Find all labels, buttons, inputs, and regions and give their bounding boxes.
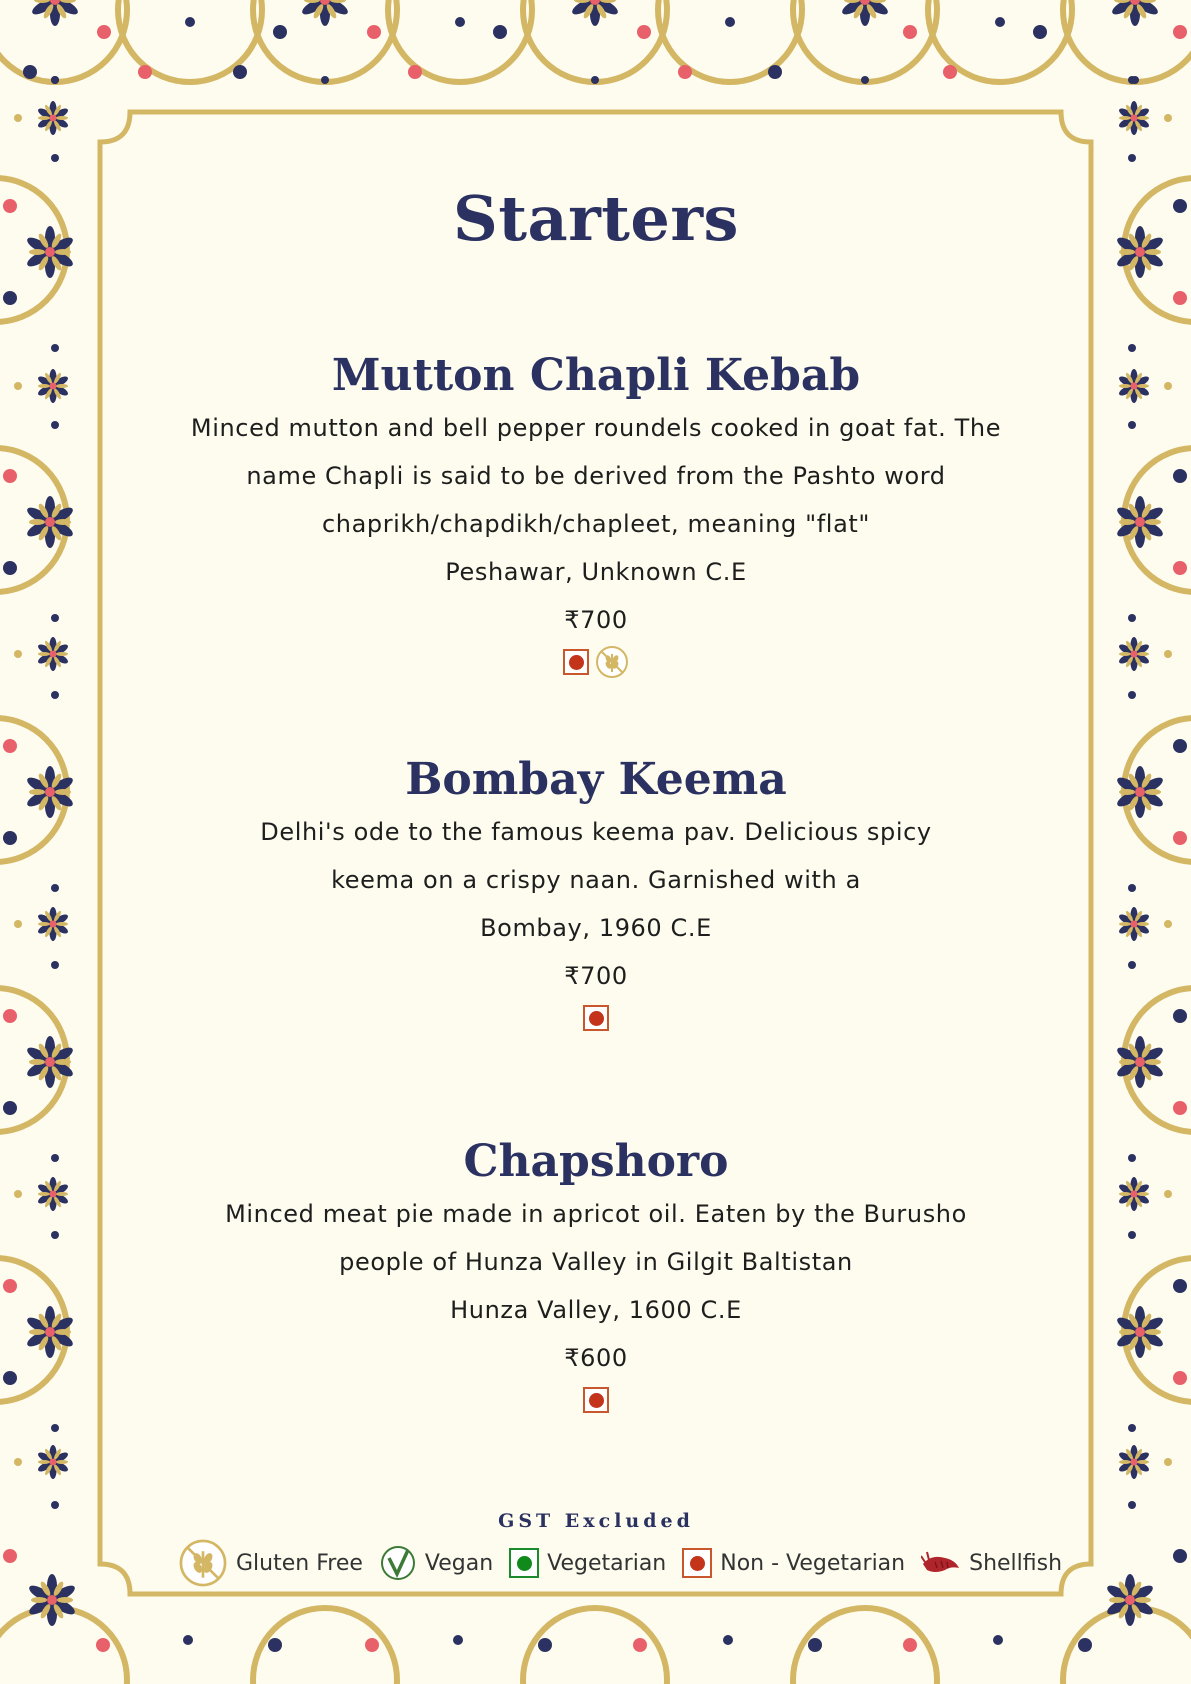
non-vegetarian-icon	[682, 1548, 712, 1578]
menu-page	[100, 112, 1092, 1594]
menu-item-mutton-chapli-kebab	[100, 348, 1092, 680]
legend-gluten-free	[178, 1538, 363, 1588]
item-description: Minced mutton and bell pepper roundels cooked in goat fat. The name Chapli is said to be derived from the Pashto word chaprikh/chapdikh/chapleet, meaning "flat"	[190, 414, 1002, 538]
non-vegetarian-icon	[563, 649, 589, 675]
dietary-legend	[178, 1538, 1063, 1588]
item-price: ₹600	[564, 1344, 628, 1372]
item-origin: Bombay, 1960 C.E	[480, 914, 712, 942]
legend-shellfish	[921, 1550, 1062, 1576]
item-name: Bombay Keema	[405, 754, 787, 805]
item-price: ₹700	[564, 962, 628, 990]
menu-item-bombay-keema	[100, 752, 1092, 1036]
gluten-free-icon	[178, 1538, 228, 1588]
item-description: Delhi's ode to the famous keema pav. Delicious spicy keema on a crispy naan. Garnished with a	[260, 818, 932, 894]
item-badges	[100, 1382, 1092, 1418]
item-badges	[100, 644, 1092, 680]
item-price: ₹700	[564, 606, 628, 634]
item-origin: Hunza Valley, 1600 C.E	[450, 1296, 742, 1324]
menu-item-chapshoro	[100, 1134, 1092, 1418]
item-name: Chapshoro	[463, 1136, 729, 1187]
page-title: Starters	[453, 182, 739, 255]
item-origin: Peshawar, Unknown C.E	[445, 558, 747, 586]
shellfish-icon	[921, 1550, 961, 1576]
non-vegetarian-icon	[583, 1005, 609, 1031]
gst-note: GST Excluded	[498, 1510, 694, 1532]
vegan-icon	[379, 1544, 417, 1582]
gluten-free-icon	[595, 645, 629, 679]
non-vegetarian-icon	[583, 1387, 609, 1413]
legend-label: Shellfish	[969, 1550, 1063, 1576]
item-name: Mutton Chapli Kebab	[331, 350, 861, 401]
item-description: Minced meat pie made in apricot oil. Eaten by the Burusho people of Hunza Valley in Gilgit Baltistan	[225, 1200, 967, 1276]
legend-non-vegetarian	[682, 1548, 905, 1578]
legend-label: Vegetarian	[547, 1550, 667, 1576]
legend-label: Non - Vegetarian	[720, 1550, 906, 1576]
legend-vegetarian	[509, 1548, 666, 1578]
legend-vegan	[379, 1544, 493, 1582]
legend-label: Gluten Free	[236, 1550, 363, 1576]
vegetarian-icon	[509, 1548, 539, 1578]
item-badges	[100, 1000, 1092, 1036]
legend-label: Vegan	[424, 1550, 494, 1576]
